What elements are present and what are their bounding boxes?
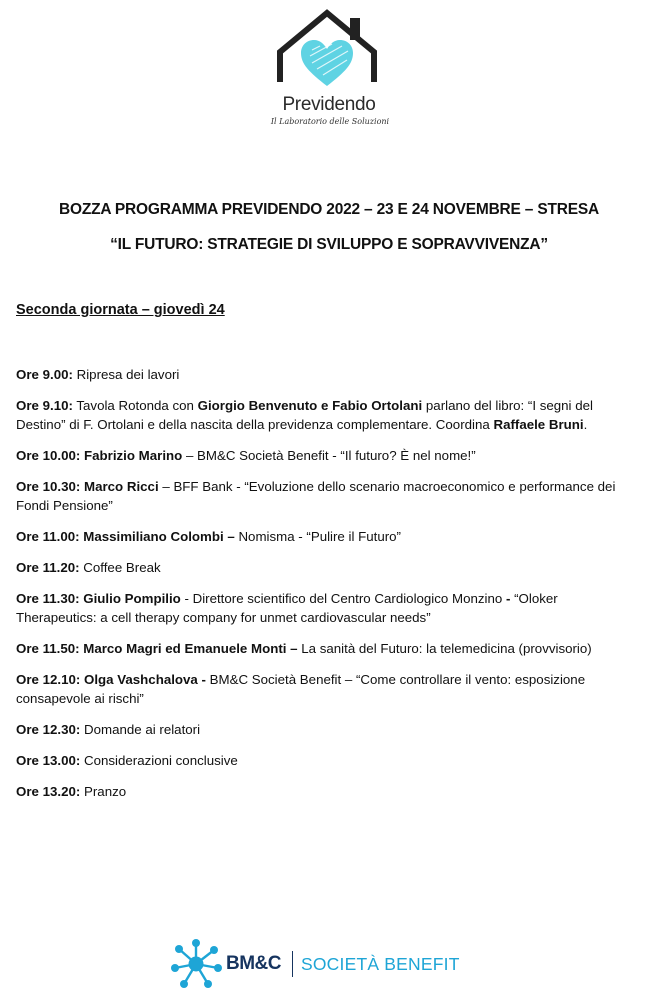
schedule-text-bold: Ore 11.00: Massimiliano Colombi – [16,529,235,544]
schedule-text: . [583,417,588,432]
schedule-text: Domande ai relatori [80,722,201,737]
schedule-item [16,720,636,739]
schedule-text: – BFF Bank - “Evoluzione dello scenario macroeconomico e performance dei Fondi Pensione” [16,479,616,513]
bmc-subtitle: SOCIETÀ BENEFIT [301,954,460,974]
schedule-item [16,589,636,627]
brand-name: Previdendo [282,94,376,115]
schedule-text-bold: Ore 9.10: [16,398,73,413]
bmc-wordmark: BM&C [226,953,281,974]
bmc-logo [170,938,470,990]
schedule-item [16,639,636,658]
schedule-item [16,670,636,708]
schedule-item [16,527,636,546]
schedule-text: Ripresa dei lavori [72,367,180,382]
schedule-text-bold: Ore 11.50: Marco Magri ed Emanuele Monti – [16,641,298,656]
brand-tagline: Il Laboratorio delle Soluzioni [270,117,390,126]
schedule-text-bold: Ore 13.20: [16,784,81,799]
schedule-text-bold: Ore 11.20: [16,560,80,575]
schedule-item [16,751,636,770]
schedule-item [16,396,636,434]
schedule-text-bold: Ore 12.10: Olga Vashchalova - [16,672,206,687]
schedule-text: - Direttore scientifico del Centro Cardiologico Monzino [180,591,506,606]
schedule-text: – BM&C Società Benefit - “Il futuro? È nel nome!” [182,448,476,463]
schedule-text-bold: Raffaele Bruni [493,417,584,432]
schedule-text-bold: Giorgio Benvenuto e Fabio Ortolani [197,398,423,413]
schedule-text: Coffee Break [79,560,161,575]
schedule-text-bold: Ore 12.30: [16,722,81,737]
schedule-text: Pranzo [80,784,127,799]
schedule-text-bold: Ore 10.00: Fabrizio Marino [16,448,183,463]
document-title: BOZZA PROGRAMMA PREVIDENDO 2022 – 23 E 24 NOVEMBRE – STRESA [58,201,599,218]
schedule-text-bold: Ore 9.00: [16,367,73,382]
previdendo-logo [262,6,392,134]
schedule-text: Nomisma - “Pulire il Futuro” [234,529,401,544]
schedule-item [16,782,636,801]
schedule-text-bold: - [505,591,511,606]
schedule-text: Tavola Rotonda con [72,398,198,413]
schedule-text: BM&C Società Benefit – “Come controllare il vento: esposizione consapevole ai rischi” [16,672,586,706]
molecule-icon [170,938,226,990]
schedule-text: Considerazioni conclusive [80,753,238,768]
day-heading: Seconda giornata – giovedì 24 [16,302,225,318]
logo-divider [292,951,293,977]
schedule-text: “Oloker Therapeutics: a cell therapy company for unmet cardiovascular needs” [16,591,558,625]
schedule-item [16,477,636,515]
schedule-text-bold: Ore 10.30: Marco Ricci [16,479,159,494]
document-subtitle: “IL FUTURO: STRATEGIE DI SVILUPPO E SOPRAVVIVENZA” [110,236,548,253]
schedule-text: La sanità del Futuro: la telemedicina (provvisorio) [297,641,592,656]
schedule-list [16,365,636,813]
schedule-item [16,558,636,577]
schedule-text: parlano del libro: “I segni del Destino” di F. Ortolani e della nascita della previdenza complementare. Coordina [16,398,593,432]
schedule-item [16,446,636,465]
schedule-text-bold: Ore 13.00: [16,753,81,768]
schedule-text-bold: Ore 11.30: Giulio Pompilio [16,591,181,606]
schedule-item [16,365,636,384]
